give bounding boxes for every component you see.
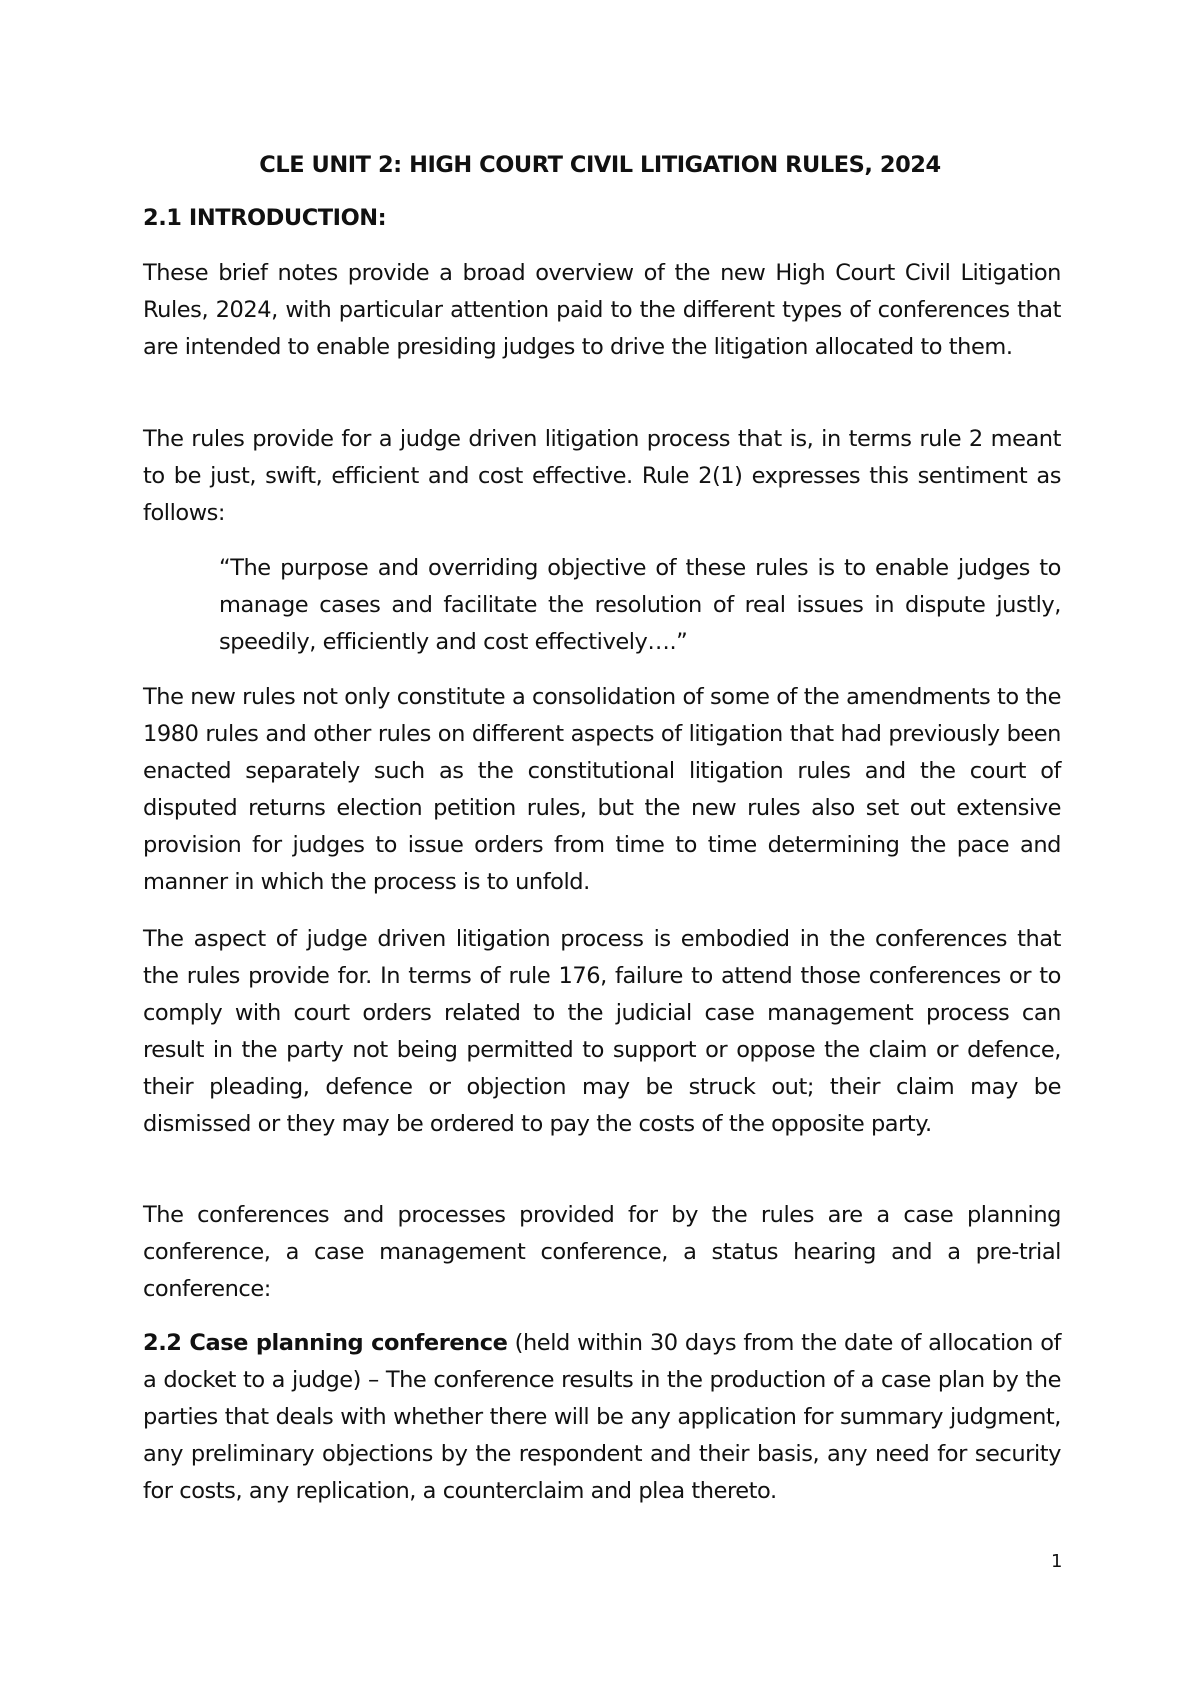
paragraph-rule-176: The aspect of judge driven litigation process is embodied in the conferences that the rules provide for. In terms of rule 176, failure to attend those conferences or to comply with court orders related to the judicial case management process can result in the party not being permitted to support or oppose the claim or defence, their pleading, defence or objection may be struck out; their claim may be dismissed or they may be ordered to pay the costs of the opposite party. [143, 926, 1061, 1137]
document-title: CLE UNIT 2: HIGH COURT CIVIL LITIGATION RULES, 2024 [259, 152, 941, 178]
paragraph-consolidation: The new rules not only constitute a consolidation of some of the amendments to the 1980 rules and other rules on different aspects of litigation that had previously been enacted separately such as the constitutional litigation rules and the court of disputed returns election petition rules, but the new rules also set out extensive provision for judges to issue orders from time to time determining the pace and manner in which the process is to unfold. [143, 684, 1061, 895]
paragraph-judge-driven: The rules provide for a judge driven litigation process that is, in terms rule 2 meant to be just, swift, efficient and cost effective. Rule 2(1) expresses this sentiment as follows: [143, 426, 1061, 526]
page-number: 1 [1050, 1551, 1062, 1572]
paragraph-overview: These brief notes provide a broad overview of the new High Court Civil Litigation Rules, 2024, with particular attention paid to the different types of conferences that are intended to enable presiding judges to drive the litigation allocated to them. [143, 260, 1061, 360]
subsection-case-planning [143, 1325, 1061, 1510]
quote-rule-2-1: “The purpose and overriding objective of these rules is to enable judges to manage cases and facilitate the resolution of real issues in dispute justly, speedily, efficiently and cost effectively….” [219, 555, 1061, 655]
subsection-body-case-planning: (held within 30 days from the date of allocation of a docket to a judge) – The conference results in the production of a case plan by the parties that deals with whether there will be any application for summary judgment, any preliminary objections by the respondent and their basis, any need for security for costs, any replication, a counterclaim and plea thereto. [143, 1330, 1062, 1504]
section-heading-introduction: 2.1 INTRODUCTION: [143, 205, 387, 231]
subsection-heading-case-planning: 2.2 Case planning conference [143, 1330, 508, 1356]
paragraph-conferences-list: The conferences and processes provided for by the rules are a case planning conference, a case management conference, a status hearing and a pre-trial conference: [143, 1202, 1061, 1302]
